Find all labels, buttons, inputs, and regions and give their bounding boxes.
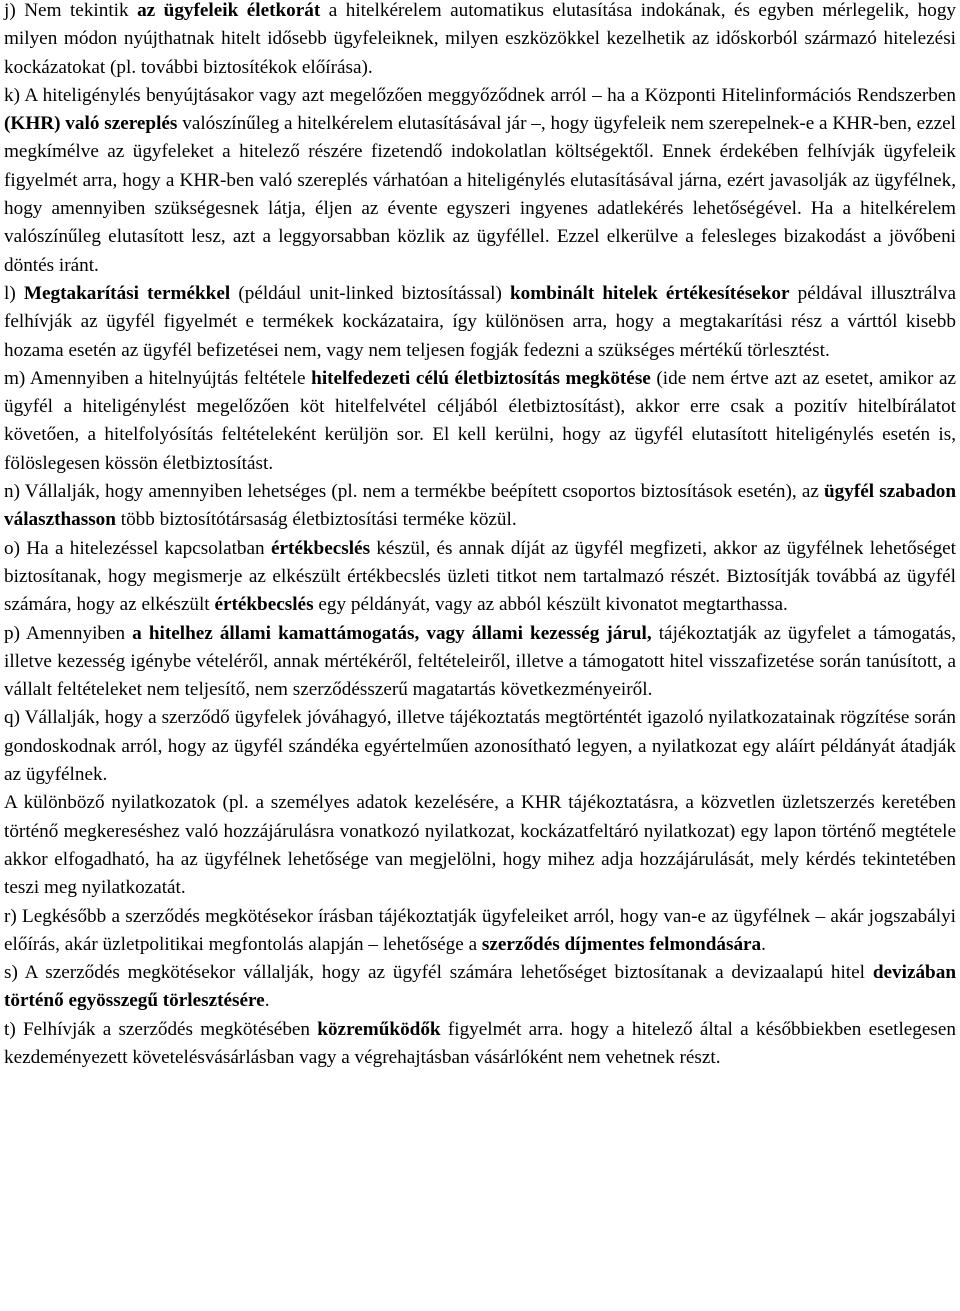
text-run: j) Nem tekintik xyxy=(4,0,138,21)
text-run: . xyxy=(761,933,766,955)
text-run: tájékoztatják az ügyfelet a támogatás, illetve kezesség igénybe vételéről, annak mértékéről, feltételeiről, illetve a támogatott hitel visszafizetése során tanúsított, a vállalt feltételeket nem teljesítő, nem szerződésszerű magatartás következményeiről. xyxy=(4,622,956,701)
text-run: valószínűleg a hitelkérelem elutasításával jár –, hogy ügyfeleik nem szerepelnek-e a KHR-ben, ezzel megkímélve az ügyfeleket a hitelező részére fizetendő indokolatlan költségektől. Ennek érdekében felhívják ügyfeleik figyelmét arra, hogy a KHR-ben való szereplés várhatóan a hiteligénylés elutasításával járna, ezért javasolják az ügyfélnek, hogy amennyiben szükségesnek látja, éljen az évente egyszeri ingyenes adatlekérés lehetőségével. Ha a hitelkérelem valószínűleg elutasított lesz, azt a leggyorsabban közlik az ügyféllel. Ezzel elkerülve a felesleges bizakodást a jövőbeni döntés iránt. xyxy=(4,113,956,276)
text-run: a hitelkérelem automatikus elutasítása indokának, és egyben mérlegelik, hogy milyen módon nyújthatnak hitelt idősebb ügyfeleiknek, milyen eszközökkel kezelhetik az időskorból származó hitelezési kockázatokat (pl. további biztosítékok előírása). xyxy=(4,0,957,78)
bold-text-run: Megtakarítási termékkel xyxy=(23,282,231,304)
paragraph-o xyxy=(4,535,956,620)
text-run: k) A hiteligénylés benyújtásakor vagy azt megelőzően meggyőződnek arról – ha a Központi Hitelinformációs Rendszerben xyxy=(4,84,956,106)
bold-text-run: (KHR) való szereplés xyxy=(4,113,178,135)
text-run: (ide nem értve azt az esetet, amikor az ügyfél a hiteligénylést megelőzően köt hitelfelvétel céljából életbiztosítást), akkor erre csak a pozitív hitelbírálatot követően, a hitelfolyósítás feltételeként kerüljön sor. El kell kerülni, hogy az ügyfél elutasított hiteligénylés esetén is, fölöslegesen kössön életbiztosítást. xyxy=(4,367,957,474)
paragraph-j xyxy=(4,0,956,82)
bold-text-run: kombinált hitelek értékesítésekor xyxy=(509,282,790,304)
bold-text-run: hitelfedezeti célú életbiztosítás megkötése xyxy=(311,367,651,389)
text-run: l) xyxy=(4,282,24,304)
text-run: több biztosítótársaság életbiztosítási terméke közül. xyxy=(115,509,517,531)
bold-text-run: ügyfél szabadon választhasson xyxy=(4,481,956,531)
text-run: példával illusztrálva felhívják az ügyfél figyelmét e termékek kockázataira, így különösen arra, hogy a megtakarítási rész a várttól kisebb hozama esetén az ügyfél befizetései nem, vagy nem teljesen fogják fedezni a szükséges mértékű törlesztést. xyxy=(4,282,956,361)
text-run: (például unit-linked biztosítással) xyxy=(230,282,510,304)
paragraph-q-continuation xyxy=(4,789,956,902)
bold-text-run: közreműködők xyxy=(317,1018,441,1040)
paragraph-r xyxy=(4,903,956,960)
text-run: készül, és annak díját az ügyfél megfizeti, akkor az ügyfélnek lehetőséget biztosítanak, hogy megismerje az elkészült értékbecslés üzleti titkot nem tartalmazó részét. Biztosítják továbbá az ügyfél számára, hogy az elkészült xyxy=(4,537,957,616)
text-run: figyelmét arra. hogy a hitelező által a későbbiekben esetlegesen kezdeményezett követelésvásárlásban vagy a végrehajtásban vásárlóként nem vehetnek részt. xyxy=(4,1018,956,1068)
text-run: egy példányát, vagy az abból készült kivonatot megtarthassa. xyxy=(313,594,788,616)
text-run: t) Felhívják a szerződés megkötésében xyxy=(4,1018,318,1040)
text-run: q) Vállalják, hogy a szerződő ügyfelek jóváhagyó, illetve tájékoztatás megtörténtét igazoló nyilatkozatainak rögzítése során gondoskodnak arról, hogy az ügyfél szándéka egyértelműen azonosítható legyen, a nyilatkozat egy aláírt példányát átadják az ügyfélnek. xyxy=(4,707,956,786)
bold-text-run: az ügyfeleik életkorát xyxy=(137,0,321,21)
text-run: r) Legkésőbb a szerződés megkötésekor írásban tájékoztatják ügyfeleiket arról, hogy van-e az ügyfélnek – akár jogszabályi előírás, akár üzletpolitikai megfontolás alapján – lehetősége a xyxy=(4,905,956,955)
text-run: s) A szerződés megkötésekor vállalják, hogy az ügyfél számára lehetőséget biztosítanak a devizaalapú hitel xyxy=(4,962,873,984)
bold-text-run: értékbecslés xyxy=(214,594,314,616)
paragraph-t xyxy=(4,1016,956,1073)
text-run: A különböző nyilatkozatok (pl. a személyes adatok kezelésére, a KHR tájékoztatásra, a közvetlen üzletszerzés keretében történő megkereséshez való hozzájárulásra vonatkozó nyilatkozat, kockázatfeltáró nyilatkozat) egy lapon történő megtétele akkor elfogadható, ha az ügyfélnek lehetősége van megjelölni, hogy mihez adja hozzájárulását, mely kérdés tekintetében teszi meg nyilatkozatát. xyxy=(4,792,956,899)
paragraph-k xyxy=(4,82,956,280)
paragraph-n xyxy=(4,478,956,535)
bold-text-run: a hitelhez állami kamattámogatás, vagy állami kezesség járul, xyxy=(132,622,652,644)
paragraph-q xyxy=(4,704,956,789)
bold-text-run: értékbecslés xyxy=(270,537,371,559)
paragraph-p xyxy=(4,620,956,705)
text-run: . xyxy=(264,990,270,1012)
text-run: o) Ha a hitelezéssel kapcsolatban xyxy=(4,537,271,559)
paragraph-l xyxy=(4,280,956,365)
bold-text-run: szerződés díjmentes felmondására xyxy=(481,933,762,955)
paragraph-s xyxy=(4,959,956,1016)
bold-text-run: devizában történő egyösszegű törlesztésére xyxy=(4,962,956,1012)
paragraph-m xyxy=(4,365,956,478)
text-run: n) Vállalják, hogy amennyiben lehetséges (pl. nem a termékbe beépített csoportos biztosítások esetén), az xyxy=(4,481,824,503)
text-run: p) Amennyiben xyxy=(4,622,133,644)
text-run: m) Amennyiben a hitelnyújtás feltétele xyxy=(4,367,312,389)
